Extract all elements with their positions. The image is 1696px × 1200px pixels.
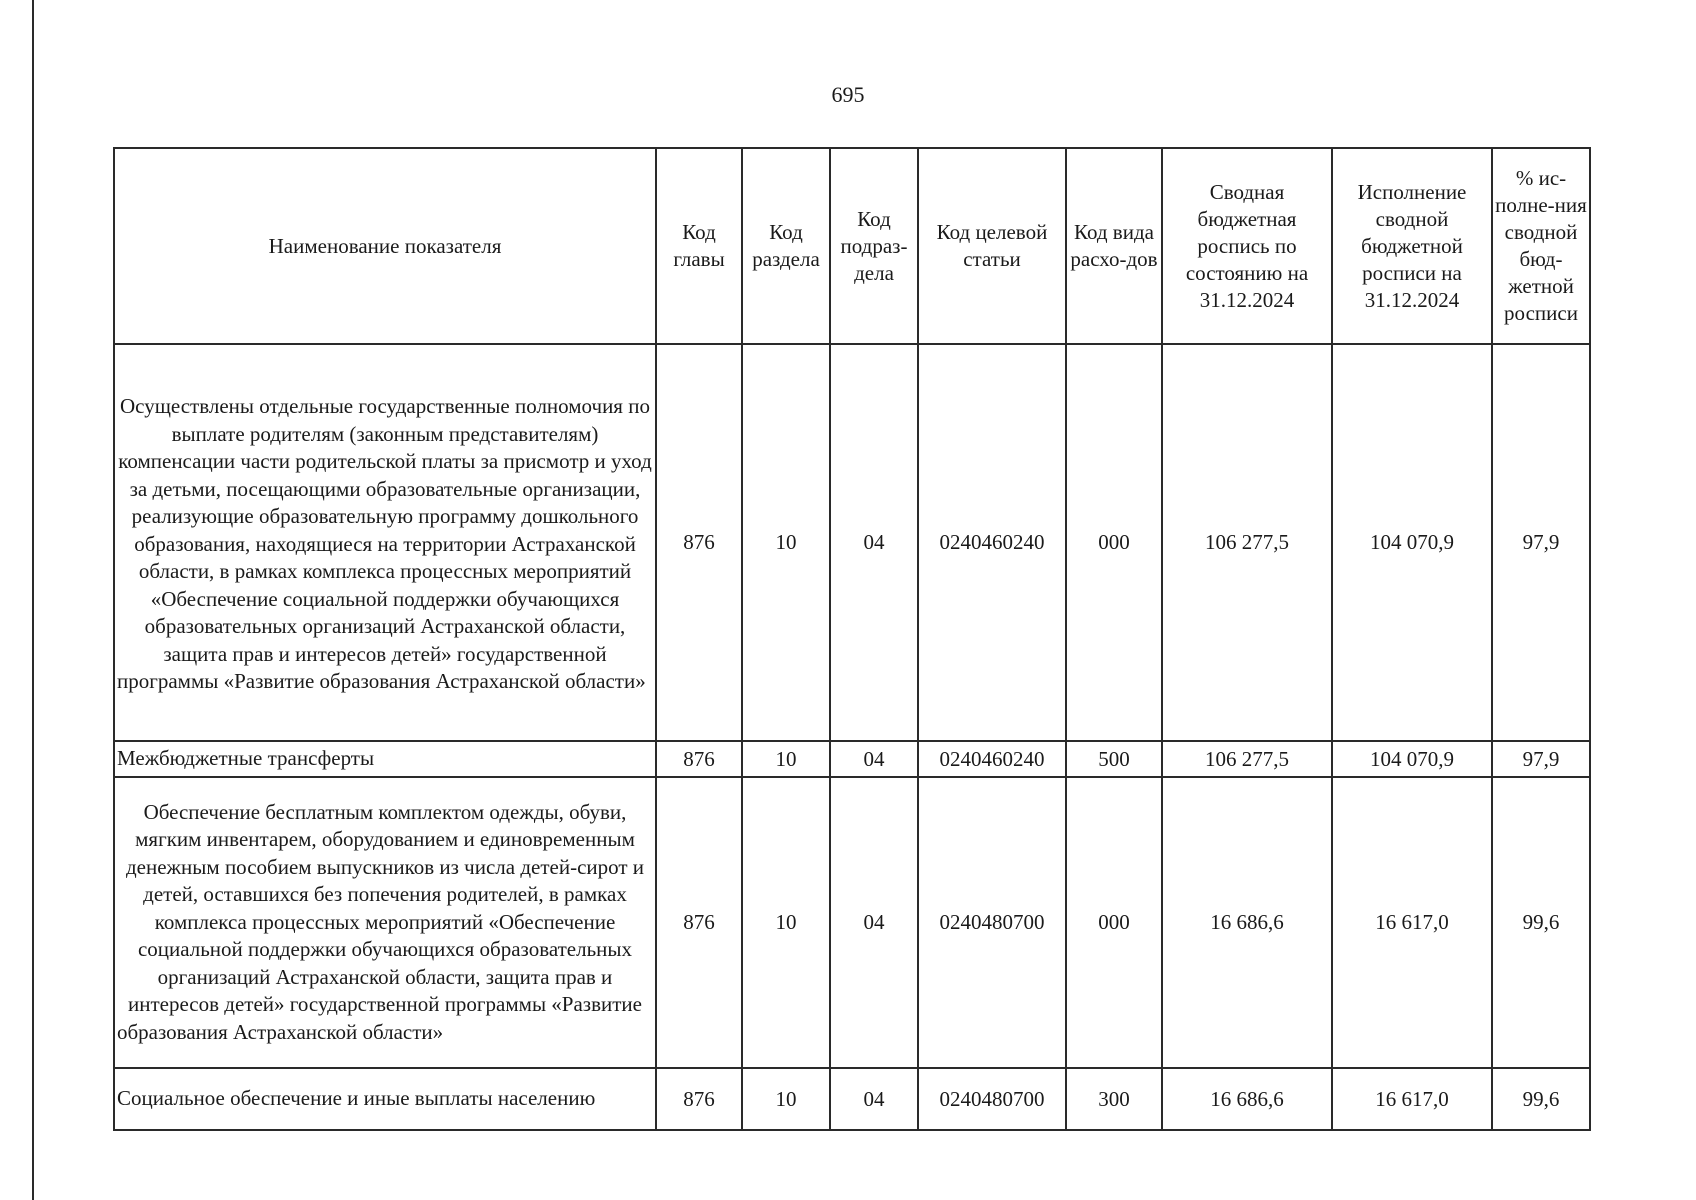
cell-kod-razdela: 10 (742, 1068, 830, 1130)
cell-kod-glavy: 876 (656, 777, 742, 1068)
header-name: Наименование показателя (114, 148, 656, 344)
cell-kod-razdela: 10 (742, 777, 830, 1068)
cell-kod-razdela: 10 (742, 741, 830, 777)
cell-kod-glavy: 876 (656, 344, 742, 741)
cell-kod-vida: 000 (1066, 777, 1162, 1068)
header-kod-podrazdela: Код подраз-дела (830, 148, 918, 344)
cell-kod-statyi: 0240460240 (918, 741, 1066, 777)
header-kod-statyi: Код целевой статьи (918, 148, 1066, 344)
header-rospis: Сводная бюджетная роспись по состоянию на 31.12.2024 (1162, 148, 1332, 344)
cell-rospis: 106 277,5 (1162, 741, 1332, 777)
table-row (114, 1068, 1590, 1130)
binding-margin-line (32, 0, 34, 1200)
header-kod-razdela: Код раздела (742, 148, 830, 344)
cell-kod-podrazdela: 04 (830, 344, 918, 741)
cell-kod-vida: 000 (1066, 344, 1162, 741)
table-header-row (114, 148, 1590, 344)
cell-rospis: 16 686,6 (1162, 1068, 1332, 1130)
budget-table (113, 147, 1591, 1131)
cell-kod-statyi: 0240460240 (918, 344, 1066, 741)
cell-kod-vida: 500 (1066, 741, 1162, 777)
cell-ispolnenie: 16 617,0 (1332, 1068, 1492, 1130)
cell-ispolnenie: 104 070,9 (1332, 741, 1492, 777)
cell-procent: 99,6 (1492, 777, 1590, 1068)
header-kod-glavy: Код главы (656, 148, 742, 344)
cell-rospis: 16 686,6 (1162, 777, 1332, 1068)
cell-kod-glavy: 876 (656, 1068, 742, 1130)
cell-kod-glavy: 876 (656, 741, 742, 777)
header-procent: % ис-полне-ния сводной бюд-жетной росписи (1492, 148, 1590, 344)
cell-kod-podrazdela: 04 (830, 741, 918, 777)
cell-procent: 99,6 (1492, 1068, 1590, 1130)
table-row (114, 741, 1590, 777)
cell-name: Межбюджетные трансферты (114, 741, 656, 777)
table-row (114, 344, 1590, 741)
cell-name: Социальное обеспечение и иные выплаты населению (114, 1068, 656, 1130)
header-ispolnenie: Исполнение сводной бюджетной росписи на 31.12.2024 (1332, 148, 1492, 344)
cell-kod-razdela: 10 (742, 344, 830, 741)
cell-rospis: 106 277,5 (1162, 344, 1332, 741)
cell-kod-podrazdela: 04 (830, 777, 918, 1068)
cell-ispolnenie: 16 617,0 (1332, 777, 1492, 1068)
cell-procent: 97,9 (1492, 344, 1590, 741)
table-row (114, 777, 1590, 1068)
header-kod-vida: Код вида расхо-дов (1066, 148, 1162, 344)
cell-kod-statyi: 0240480700 (918, 1068, 1066, 1130)
cell-name: Обеспечение бесплатным комплектом одежды, обуви, мягким инвентарем, оборудованием и единовременным денежным пособием выпускников из числа детей-сирот и детей, оставшихся без попечения родителей, в рамках комплекса процессных мероприятий «Обеспечение социальной поддержки обучающихся образовательных организаций Астраханской области, защита прав и интересов детей» государственной программы «Развитие образования Астраханской области» (114, 777, 656, 1068)
cell-kod-podrazdela: 04 (830, 1068, 918, 1130)
cell-ispolnenie: 104 070,9 (1332, 344, 1492, 741)
cell-procent: 97,9 (1492, 741, 1590, 777)
cell-kod-vida: 300 (1066, 1068, 1162, 1130)
page-number: 695 (831, 82, 865, 107)
cell-name: Осуществлены отдельные государственные полномочия по выплате родителям (законным представителям) компенсации части родительской платы за присмотр и уход за детьми, посещающими образовательные организации, реализующие образовательную программу дошкольного образования, находящиеся на территории Астраханской области, в рамках комплекса процессных мероприятий «Обеспечение социальной поддержки обучающихся образовательных организаций Астраханской области, защита прав и интересов детей» государственной программы «Развитие образования Астраханской области» (114, 344, 656, 741)
cell-kod-statyi: 0240480700 (918, 777, 1066, 1068)
